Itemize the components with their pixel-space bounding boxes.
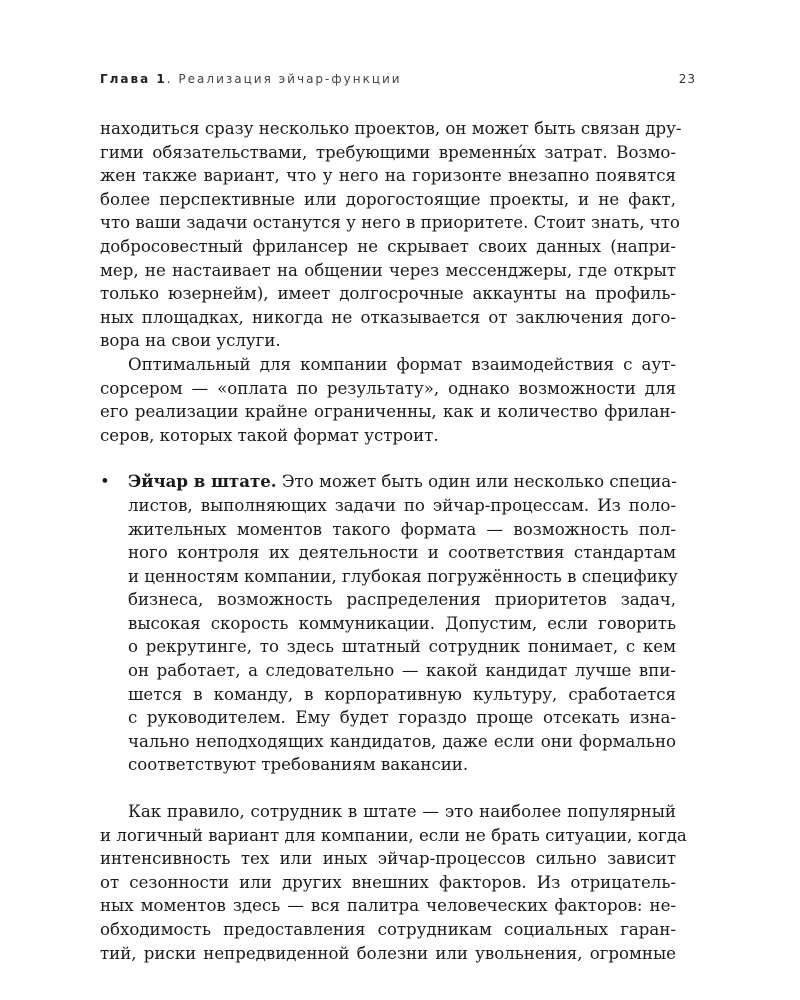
text-line — [128, 470, 676, 494]
text-line: только юзернейм), имеет долгосрочные аккаунты на профиль- — [100, 284, 676, 304]
text-line: высокая скорость коммуникации. Допустим, если говорить — [128, 613, 676, 633]
text-line: вора на свои услуги. — [100, 331, 281, 351]
text-line: что ваши задачи останутся у него в приоритете. Стоит знать, что — [100, 213, 680, 233]
text-line: листов, выполняющих задачи по эйчар-процессам. Из поло- — [128, 495, 676, 515]
text-line: жительных моментов такого формата — возможность пол- — [128, 519, 676, 539]
paragraph-spacer — [100, 447, 676, 470]
paragraph-spacer — [100, 777, 676, 800]
paragraph-inhouse-summary — [100, 800, 687, 965]
text-line: Оптимальный для компании формат взаимодействия с аут- — [128, 354, 676, 374]
text-line: сорсером — «оплата по результату», однако возможности для — [100, 378, 676, 398]
text-line: чально неподходящих кандидатов, даже если они формально — [128, 731, 676, 751]
text-line: мер, не настаивает на общении через мессенджеры, где открыт — [100, 260, 676, 280]
bullet-lead: Эйчар в штате. — [128, 471, 277, 492]
running-header — [100, 72, 696, 86]
bullet-item-inhouse-hr — [100, 470, 676, 777]
text-line: от сезонности или других внешних факторов. Из отрицатель- — [100, 872, 676, 892]
chapter-label: Глава 1 — [100, 72, 167, 86]
text-line: тий, риски непредвиденной болезни или увольнения, огромные — [100, 943, 676, 963]
text-line: шется в команду, в корпоративную культуру, сработается — [128, 684, 676, 704]
text-line: его реализации крайне ограниченны, как и количество фрилан- — [100, 402, 676, 422]
text-line: Как правило, сотрудник в штате — это наиболее популярный — [128, 802, 676, 822]
text-line: бизнеса, возможность распределения приоритетов задач, — [128, 590, 676, 610]
text-line: интенсивность тех или иных эйчар-процессов сильно зависит — [100, 849, 676, 869]
text-line: находиться сразу несколько проектов, он может быть связан дру- — [100, 119, 682, 138]
text-line: жен также вариант, что у него на горизонте внезапно появятся — [100, 166, 676, 186]
text-line: обходимость предоставления сотрудникам социальных гаран- — [100, 920, 676, 939]
text-line: соответствуют требованиям вакансии. — [128, 755, 469, 775]
bullet-marker: • — [100, 472, 110, 492]
text-line: он работает, а следовательно — какой кандидат лучше впи- — [128, 661, 676, 681]
page-number: 23 — [678, 72, 696, 86]
chapter-title: Реализация эйчар-функции — [178, 72, 402, 86]
text-line: ных моментов здесь — вся палитра человеческих факторов: не- — [100, 896, 676, 916]
text-line: ных площадках, никогда не отказывается от заключения дого- — [100, 307, 676, 327]
text-line: добросовестный фрилансер не скрывает своих данных (напри- — [100, 236, 676, 256]
text-line: и логичный вариант для компании, если не брать ситуации, когда — [100, 825, 687, 845]
text-line: о рекрутинге, то здесь штатный сотрудник понимает, с кем — [128, 637, 676, 657]
page-body — [100, 117, 687, 965]
text-line: серов, которых такой формат устроит. — [100, 425, 439, 445]
text-line: с руководителем. Ему будет гораздо проще отсекать изна- — [128, 708, 676, 728]
chapter-separator: . — [166, 72, 173, 86]
text-line: более перспективные или дорогостоящие проекты, и не факт, — [100, 189, 676, 209]
chapter-heading — [100, 72, 402, 86]
paragraph-freelancer-continued — [100, 117, 682, 353]
bullet-first-line-rest: Это может быть один или несколько специа- — [276, 472, 677, 492]
paragraph-outsourcer-format — [100, 353, 676, 447]
text-line: и ценностям компании, глубокая погружённость в специфику — [128, 566, 678, 586]
text-line: ного контроля их деятельности и соответствия стандартам — [128, 543, 676, 563]
text-line: гими обязательствами, требующими временны́х затрат. Возмо- — [100, 142, 676, 162]
